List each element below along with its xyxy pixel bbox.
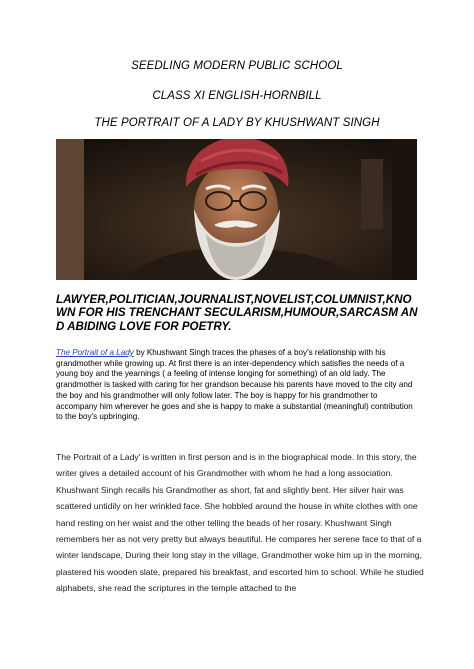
intro-text: by Khushwant Singh traces the phases of a boy's relationship with his grandmother while growing up. At first there is an inter-dependency which satisfies the needs of a young boy and the yearnings ( a feeling of intense longing for something) of an old lady. The grandmother is tasked with caring for her grandson because his parents have moved to the city and the boy and his grandmother will only follow later. The boy is happy for his grandmother to accompany him wherever he goes and she is happy to make a substantial (meaningful) contribution to the boy's upbringing.	[56, 348, 413, 422]
author-tagline: LAWYER,POLITICIAN,JOURNALIST,NOVELIST,COLUMNIST,KNOWN FOR HIS TRENCHANT SECULARISM,HUMOUR,SARCASM AND ABIDING LOVE FOR POETRY.	[56, 293, 418, 333]
author-photo	[56, 139, 417, 280]
body-paragraph: The Portrait of a Lady' is written in first person and is in the biographical mode. In this story, the writer gives a detailed account of his Grandmother with whom he had a long association. Khushwant Singh recalls his Grandmother as short, fat and slightly bent. Her silver hair was scattered untidily on her wrinkled face. She hobbled around the house in white clothes with one hand resting on her waist and the other telling the beads of her rosary. Khushwant Singh remembers her as not very pretty but always beautiful. He compares her serene face to that of a winter landscape, During their long stay in the village, Grandmother woke him up in the morning, plastered his wooden slate, prepared his breakfast, and escorted him to school. While he studied alphabets, she read the scriptures in the temple attached to the	[56, 452, 424, 594]
class-heading: CLASS XI ENGLISH-HORNBILL	[152, 90, 322, 102]
story-title-link[interactable]: The Portrait of a Lady	[56, 348, 134, 357]
intro-paragraph	[56, 348, 418, 423]
document-title: THE PORTRAIT OF A LADY BY KHUSHWANT SINGH	[94, 117, 380, 129]
school-name: SEEDLING MODERN PUBLIC SCHOOL	[131, 60, 343, 72]
